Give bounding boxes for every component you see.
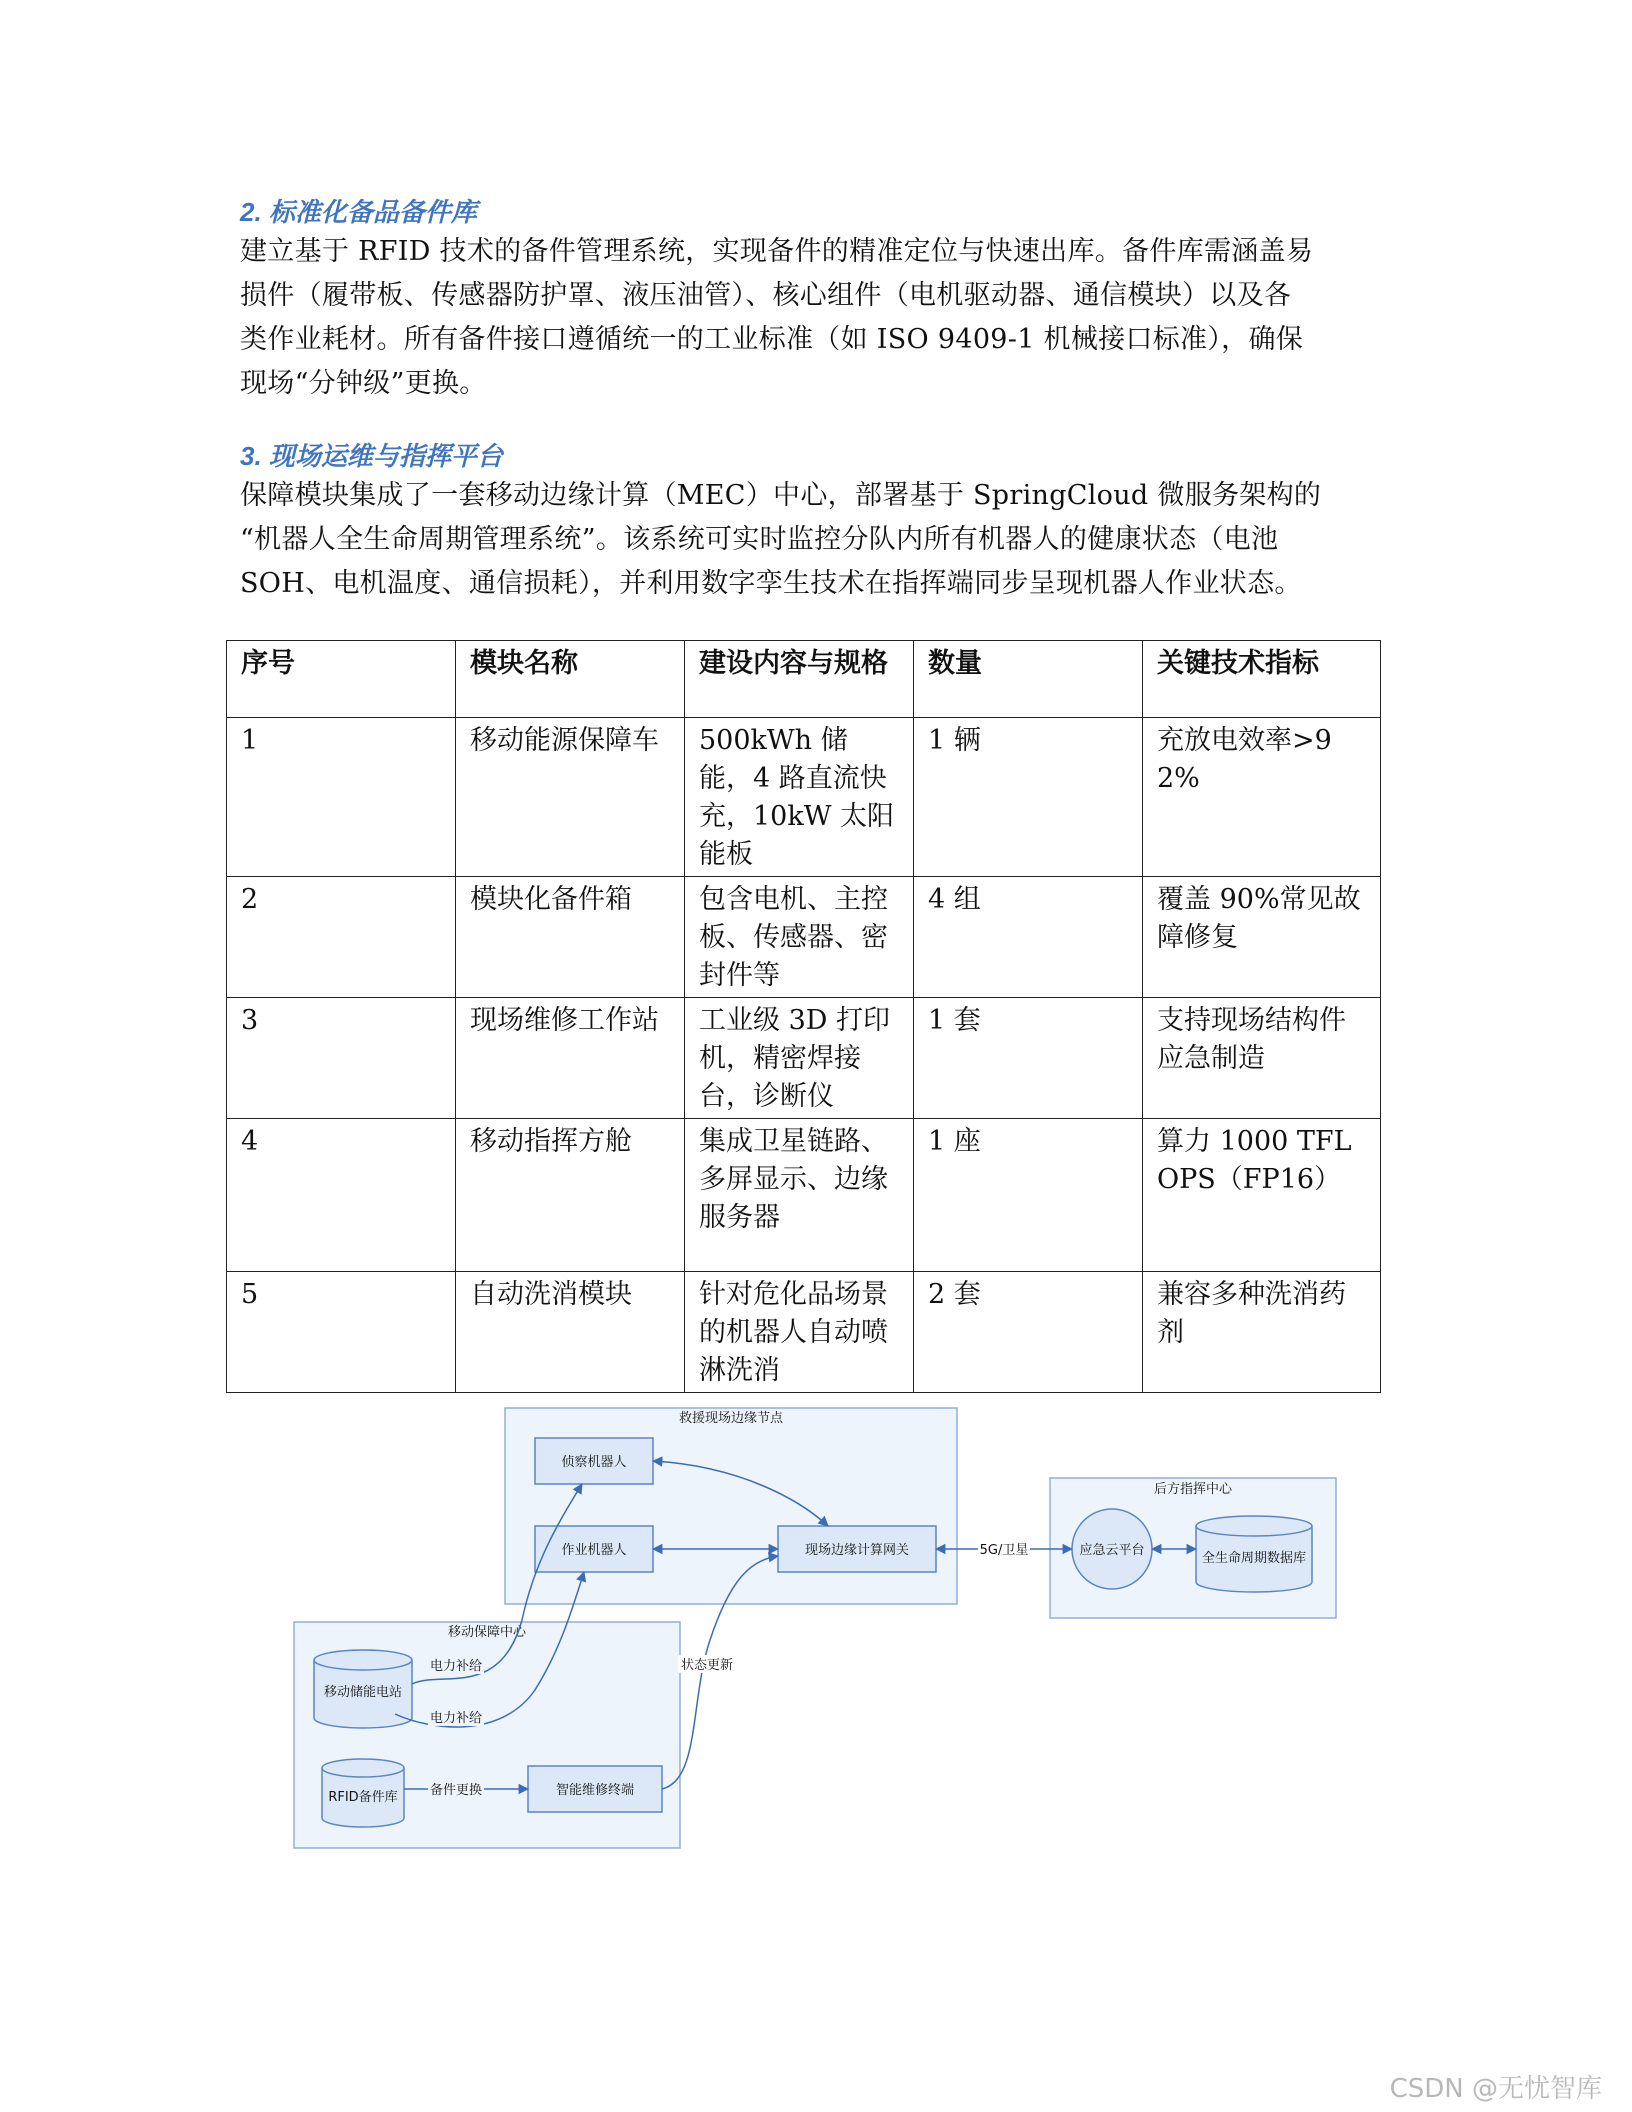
- table-cell: 5: [227, 1272, 456, 1393]
- table-cell: 工业级 3D 打印机，精密焊接台，诊断仪: [685, 998, 914, 1119]
- section-3-heading: 3. 现场运维与指挥平台: [240, 441, 503, 471]
- mobile-support-title: 移动保障中心: [447, 1625, 527, 1640]
- table-cell: 4 组: [914, 877, 1143, 998]
- table-cell: 集成卫星链路、多屏显示、边缘服务器: [685, 1119, 914, 1272]
- part-replace-label: 备件更换: [429, 1783, 483, 1798]
- cloud-platform-label: 应急云平台: [1079, 1543, 1145, 1558]
- paragraph-line: 建立基于 RFID 技术的备件管理系统，实现备件的精准定位与快速出库。备件库需涵盖易: [240, 236, 1314, 267]
- repair-terminal-label: 智能维修终端: [555, 1783, 635, 1798]
- table-cell: 3: [227, 998, 456, 1119]
- header-cell-metrics: 关键技术指标: [1143, 641, 1381, 718]
- rfid-store-top: [322, 1759, 404, 1777]
- paragraph-line: 类作业耗材。所有备件接口遵循统一的工业标准（如 ISO 9409-1 机械接口标准），确保: [240, 324, 1304, 355]
- table-cell: 针对危化品场景的机器人自动喷淋洗消: [685, 1272, 914, 1393]
- paragraph-line: 现场“分钟级”更换。: [240, 368, 487, 399]
- table-cell: 500kWh 储能，4 路直流快充，10kW 太阳能板: [685, 718, 914, 877]
- header-cell-content: 建设内容与规格: [685, 641, 914, 718]
- table-cell: 4: [227, 1119, 456, 1272]
- paragraph-line: SOH、电机温度、通信损耗），并利用数字孪生技术在指挥端同步呈现机器人作业状态。: [240, 568, 1302, 599]
- table-cell: 兼容多种洗消药剂: [1143, 1272, 1381, 1393]
- link-label: 5G/卫星: [979, 1543, 1029, 1558]
- header-cell-module: 模块名称: [456, 641, 685, 718]
- table-cell: 算力 1000 TFLOPS（FP16）: [1143, 1119, 1381, 1272]
- storage-station-label: 移动储能电站: [323, 1685, 403, 1700]
- section-2-heading: 2. 标准化备品备件库: [240, 197, 477, 227]
- table-cell: 自动洗消模块: [456, 1272, 685, 1393]
- table-cell: 模块化备件箱: [456, 877, 685, 998]
- table-cell: 移动指挥方舱: [456, 1119, 685, 1272]
- paragraph-line: “机器人全生命周期管理系统”。该系统可实时监控分队内所有机器人的健康状态（电池: [240, 524, 1279, 555]
- table-cell: 1: [227, 718, 456, 877]
- power-supply-label-2: 电力补给: [429, 1711, 483, 1726]
- rear-command-title: 后方指挥中心: [1153, 1482, 1233, 1497]
- lifecycle-db-label: 全生命周期数据库: [1201, 1551, 1307, 1566]
- table-cell: 移动能源保障车: [456, 718, 685, 877]
- storage-station-top: [314, 1650, 412, 1670]
- table-cell: 充放电效率>92%: [1143, 718, 1381, 877]
- lifecycle-db-top: [1196, 1516, 1312, 1536]
- work-robot-label: 作业机器人: [561, 1543, 627, 1558]
- table-cell: 支持现场结构件应急制造: [1143, 998, 1381, 1119]
- rfid-store-label: RFID备件库: [328, 1790, 398, 1805]
- paragraph-line: 损件（履带板、传感器防护罩、液压油管）、核心组件（电机驱动器、通信模块）以及各: [240, 280, 1292, 311]
- edge-gateway-label: 现场边缘计算网关: [804, 1543, 910, 1558]
- rescue-site-title: 救援现场边缘节点: [678, 1411, 784, 1426]
- header-cell-quantity: 数量: [914, 641, 1143, 718]
- table-cell: 1 套: [914, 998, 1143, 1119]
- status-update-label: 状态更新: [680, 1658, 734, 1673]
- power-supply-label-1: 电力补给: [429, 1659, 483, 1674]
- header-cell-index: 序号: [227, 641, 456, 718]
- scout-robot-label: 侦察机器人: [561, 1455, 627, 1470]
- table-cell: 包含电机、主控板、传感器、密封件等: [685, 877, 914, 998]
- table-cell: 1 座: [914, 1119, 1143, 1272]
- table-cell: 2: [227, 877, 456, 998]
- table-cell: 2 套: [914, 1272, 1143, 1393]
- watermark: CSDN @无忧智库: [1389, 2074, 1602, 2104]
- table-cell: 覆盖 90%常见故障修复: [1143, 877, 1381, 998]
- paragraph-line: 保障模块集成了一套移动边缘计算（MEC）中心，部署基于 SpringCloud 微服务架构的: [240, 480, 1322, 511]
- table-cell: 1 辆: [914, 718, 1143, 877]
- table-cell: 现场维修工作站: [456, 998, 685, 1119]
